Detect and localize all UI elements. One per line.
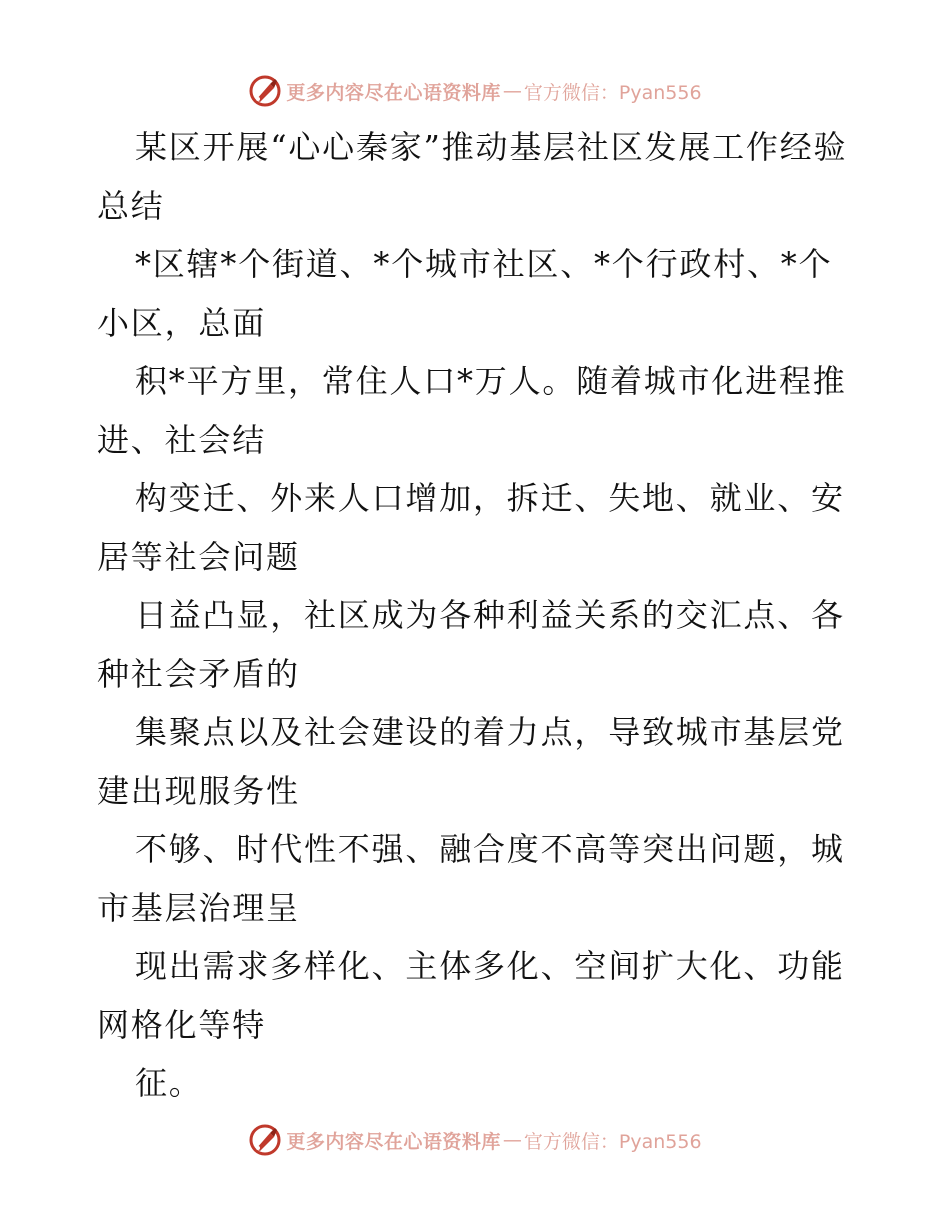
document-title-line: 某区开展“心心秦家”推动基层社区发展工作经验总结: [97, 128, 848, 225]
document-paragraph-line: 构变迁、外来人口增加，拆迁、失地、就业、安居等社会问题: [97, 479, 845, 576]
document-paragraph-line: 征。: [135, 1064, 203, 1102]
watermark-separator: —: [502, 80, 522, 102]
document-paragraph-line: 不够、时代性不强、融合度不高等突出问题，城市基层治理呈: [97, 830, 845, 927]
watermark-contact-text: 官方微信：Pyan556: [523, 81, 702, 104]
watermark-contact-text: 官方微信：Pyan556: [523, 1130, 702, 1153]
header-watermark: [0, 71, 950, 111]
pen-nib-logo-icon: [248, 1123, 282, 1157]
document-paragraph-line: 现出需求多样化、主体多化、空间扩大化、功能网格化等特: [97, 947, 845, 1044]
document-paragraph-line: *区辖*个街道、*个城市社区、*个行政村、*个小区，总面: [97, 245, 833, 342]
footer-watermark: [0, 1120, 950, 1160]
watermark-separator: —: [502, 1129, 522, 1151]
pen-nib-logo-icon: [248, 74, 282, 108]
watermark-brand-text: 更多内容尽在心语资料库: [286, 81, 501, 104]
watermark-brand-text: 更多内容尽在心语资料库: [286, 1130, 501, 1153]
document-paragraph-line: 日益凸显，社区成为各种利益关系的交汇点、各种社会矛盾的: [97, 596, 845, 693]
document-paragraph-line: 积*平方里，常住人口*万人。随着城市化进程推进、社会结: [97, 362, 847, 459]
document-paragraph-line: 集聚点以及社会建设的着力点，导致城市基层党建出现服务性: [97, 713, 845, 810]
document-body: [97, 118, 853, 1113]
